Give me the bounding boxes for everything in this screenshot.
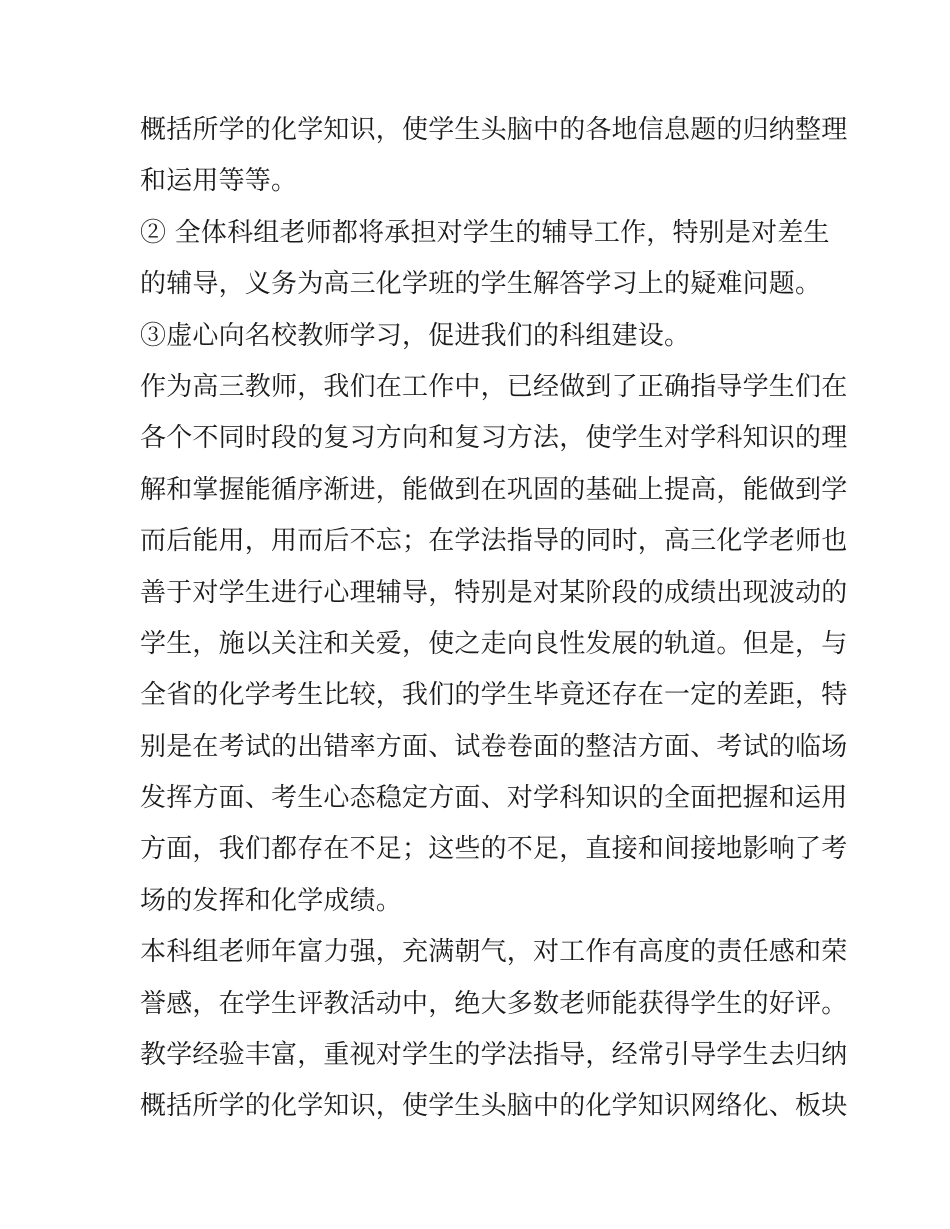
text-line: 方面，我们都存在不足；这些的不足，直接和间接地影响了考	[140, 834, 848, 865]
text-line: 和运用等等。	[140, 166, 298, 197]
text-line: 概括所学的化学知识，使学生头脑中的化学知识网络化、板块	[140, 1091, 848, 1122]
text-line: 别是在考试的出错率方面、试卷卷面的整洁方面、考试的临场	[140, 731, 848, 762]
text-line: 概括所学的化学知识，使学生头脑中的各地信息题的归纳整理	[140, 115, 848, 145]
text-line: ③虚心向名校教师学习，促进我们的科组建设。	[140, 320, 691, 351]
text-line: 善于对学生进行心理辅导，特别是对某阶段的成绩出现波动的	[140, 577, 848, 608]
text-line: 学生，施以关注和关爱，使之走向良性发展的轨道。但是，与	[140, 628, 848, 659]
text-line: ② 全体科组老师都将承担对学生的辅导工作，特别是对差生	[140, 217, 830, 248]
text-line: 本科组老师年富力强，充满朝气，对工作有高度的责任感和荣	[140, 937, 848, 968]
text-line: 场的发挥和化学成绩。	[140, 885, 403, 916]
text-line: 而后能用，用而后不忘；在学法指导的同时，高三化学老师也	[140, 526, 848, 557]
text-line: 全省的化学考生比较，我们的学生毕竟还存在一定的差距，特	[140, 680, 848, 711]
text-line: 发挥方面、考生心态稳定方面、对学科知识的全面把握和运用	[140, 783, 848, 814]
text-line: 作为高三教师，我们在工作中，已经做到了正确指导学生们在	[140, 371, 848, 402]
text-line: 教学经验丰富，重视对学生的学法指导，经常引导学生去归纳	[140, 1040, 848, 1071]
text-line: 誉感，在学生评教活动中，绝大多数老师能获得学生的好评。	[140, 988, 848, 1019]
text-line: 解和掌握能循序渐进，能做到在巩固的基础上提高，能做到学	[140, 474, 848, 505]
text-line: 各个不同时段的复习方向和复习方法，使学生对学科知识的理	[140, 423, 848, 454]
body-text	[140, 108, 848, 1136]
text-line: 的辅导，义务为高三化学班的学生解答学习上的疑难问题。	[140, 269, 822, 300]
